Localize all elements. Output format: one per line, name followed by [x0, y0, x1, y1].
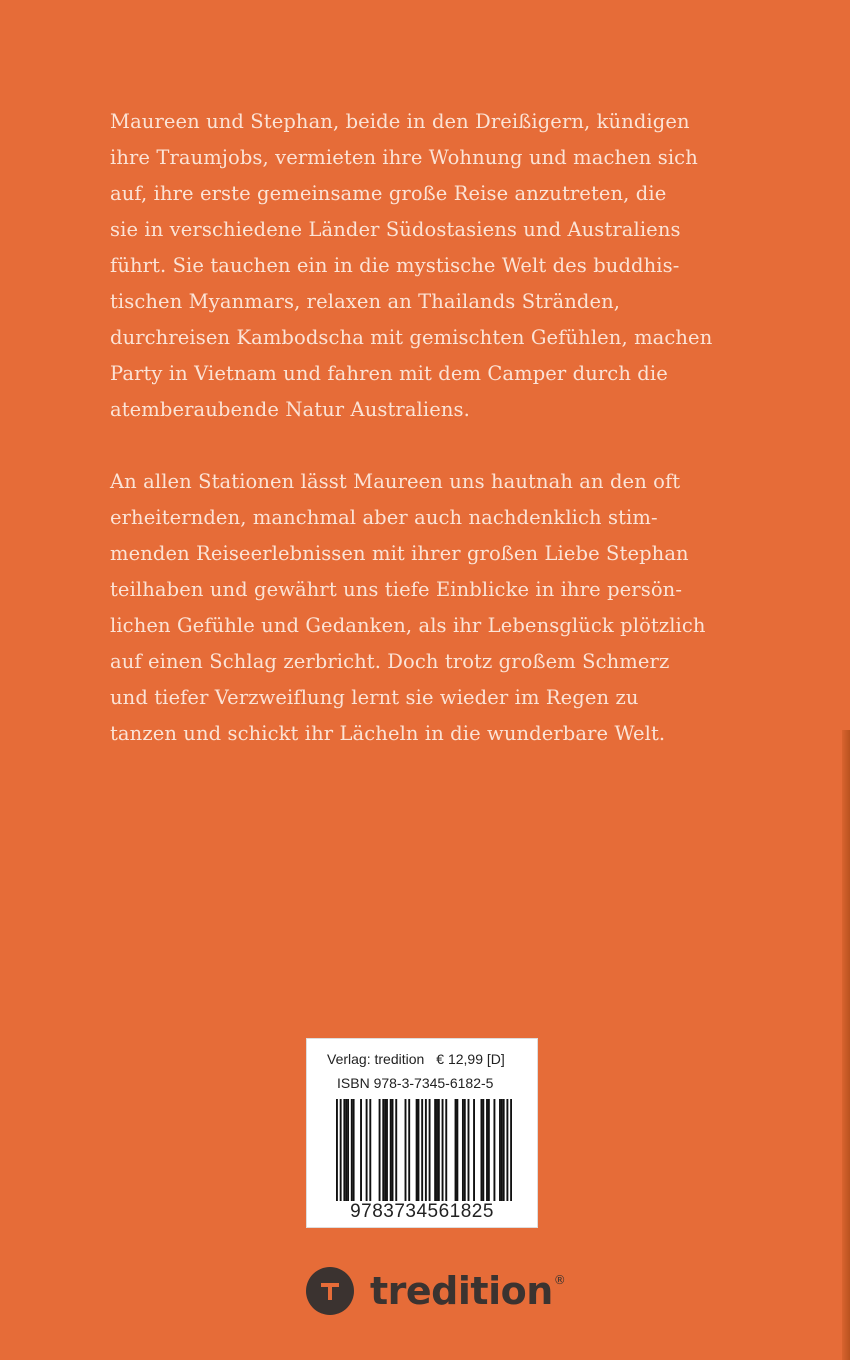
barcode-bar: [340, 1099, 342, 1201]
blurb-line: ihre Traumjobs, vermieten ihre Wohnung und machen sich: [110, 146, 698, 169]
barcode-bar: [486, 1099, 488, 1201]
barcode-bar: [456, 1099, 458, 1201]
registered-mark: ®: [553, 1273, 566, 1287]
blurb-line: lichen Gefühle und Gedanken, als ihr Lebensglück plötzlich: [110, 614, 706, 637]
blurb-line: auf, ihre erste gemeinsame große Reise anzutreten, die: [110, 182, 667, 205]
blurb-line: An allen Stationen lässt Maureen uns hautnah an den oft: [110, 470, 681, 493]
blurb-line: auf einen Schlag zerbricht. Doch trotz großem Schmerz: [110, 650, 670, 673]
back-cover-blurb: [110, 104, 740, 752]
barcode-bar: [390, 1099, 392, 1201]
barcode-bar: [493, 1099, 495, 1201]
barcode-bar: [429, 1099, 431, 1201]
barcode-bar: [488, 1099, 490, 1201]
barcode-bar: [392, 1099, 394, 1201]
ean-number: 9783734561825: [350, 1201, 494, 1222]
barcode-label: [306, 1038, 538, 1228]
barcode-bar: [503, 1099, 505, 1201]
price-text: € 12,99 [D]: [436, 1051, 505, 1067]
publisher-text: Verlag: tredition: [327, 1051, 425, 1067]
publisher-logo: [306, 1266, 565, 1316]
blurb-line: tischen Myanmars, relaxen an Thailands Stränden,: [110, 290, 621, 313]
blurb-line: teilhaben und gewährt uns tiefe Einblicke in ihre persön-: [110, 578, 683, 601]
blurb-line: tanzen und schickt ihr Lächeln in die wunderbare Welt.: [110, 722, 666, 745]
barcode-bar: [416, 1099, 418, 1201]
barcode-bar: [462, 1099, 464, 1201]
barcode-bar: [455, 1099, 457, 1201]
blurb-line: menden Reiseerlebnissen mit ihrer großen Liebe Stephan: [110, 542, 689, 565]
publisher-price-row: [327, 1051, 505, 1067]
paragraph-gap: [110, 428, 740, 464]
barcode-bar: [353, 1099, 355, 1201]
barcode-bar: [336, 1099, 338, 1201]
blurb-line: durchreisen Kambodscha mit gemischten Gefühlen, machen: [110, 326, 713, 349]
barcode-bar: [510, 1099, 512, 1201]
barcode-bar: [345, 1099, 347, 1201]
barcode-bar: [360, 1099, 362, 1201]
barcode-bar: [418, 1099, 420, 1201]
barcode-bar: [347, 1099, 349, 1201]
tredition-t-icon: [306, 1267, 354, 1315]
blurb-line: atemberaubende Natur Australiens.: [110, 398, 470, 421]
barcode-bar: [351, 1099, 353, 1201]
barcode-bar: [421, 1099, 423, 1201]
barcode-bar: [395, 1099, 397, 1201]
barcode-bar: [366, 1099, 368, 1201]
barcode-bar: [473, 1099, 475, 1201]
barcode-bar: [464, 1099, 466, 1201]
barcode-bar: [405, 1099, 407, 1201]
barcode-image: [336, 1099, 512, 1201]
barcode-bar: [442, 1099, 444, 1201]
barcode-bar: [501, 1099, 503, 1201]
barcode-bar: [436, 1099, 438, 1201]
logo-wordmark: [370, 1269, 565, 1313]
barcode-bar: [506, 1099, 508, 1201]
blurb-line: führt. Sie tauchen ein in die mystische Welt des buddhis-: [110, 254, 680, 277]
barcode-bar: [379, 1099, 381, 1201]
barcode-bar: [438, 1099, 440, 1201]
barcode-bar: [382, 1099, 384, 1201]
blurb-line: erheiternden, manchmal aber auch nachdenklich stim-: [110, 506, 658, 529]
barcode-bar: [445, 1099, 447, 1201]
barcode-bar: [343, 1099, 345, 1201]
barcode-bar: [384, 1099, 386, 1201]
barcode-bar: [499, 1099, 501, 1201]
cover-edge: [842, 730, 850, 1360]
barcode-bar: [425, 1099, 427, 1201]
barcode-bar: [386, 1099, 388, 1201]
blurb-line: Party in Vietnam und fahren mit dem Camper durch die: [110, 362, 668, 385]
barcode-bar: [482, 1099, 484, 1201]
barcode-bar: [434, 1099, 436, 1201]
barcode-bar: [481, 1099, 483, 1201]
logo-wordmark-text: tredition: [370, 1269, 553, 1313]
blurb-line: sie in verschiedene Länder Südostasiens und Australiens: [110, 218, 681, 241]
blurb-line: Maureen und Stephan, beide in den Dreißigern, kündigen: [110, 110, 690, 133]
barcode-bar: [369, 1099, 371, 1201]
blurb-line: und tiefer Verzweiflung lernt sie wieder im Regen zu: [110, 686, 639, 709]
barcode-bar: [408, 1099, 410, 1201]
isbn-text: ISBN 978-3-7345-6182-5: [337, 1075, 494, 1091]
barcode-bar: [468, 1099, 470, 1201]
